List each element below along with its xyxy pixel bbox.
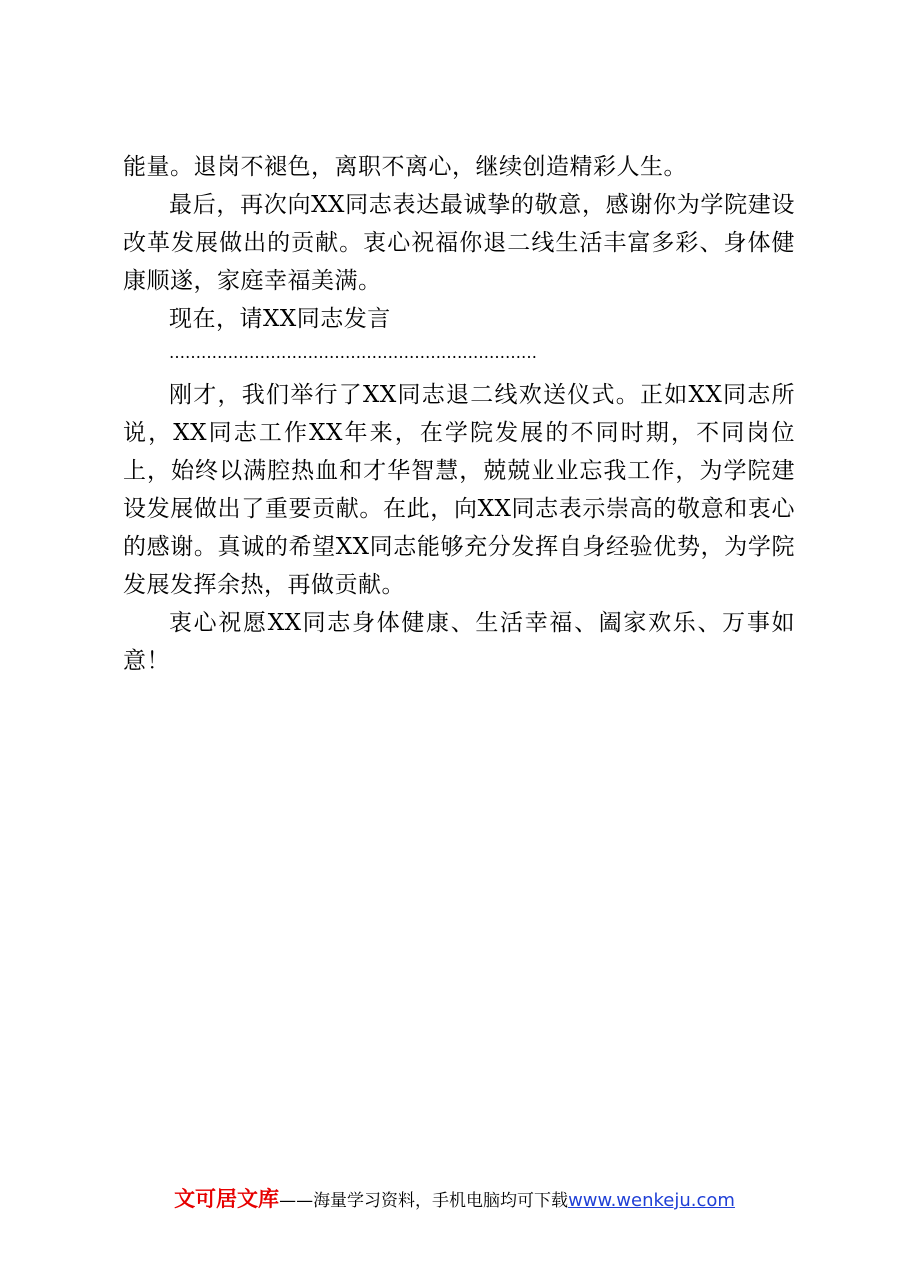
paragraph-invite-speech: 现在，请XX同志发言 [169, 306, 391, 332]
footer-banner [0, 1183, 909, 1213]
document-body [123, 148, 795, 680]
footer-link[interactable]: www.wenkeju.com [568, 1190, 735, 1211]
dotted-separator: …………………………………………………………… [169, 343, 537, 362]
paragraph-continuation: 能量。退岗不褪色，离职不离心，继续创造精彩人生。 [123, 154, 687, 180]
paragraph-closing-thanks: 最后，再次向XX同志表达最诚挚的敬意，感谢你为学院建设改革发展做出的贡献。衷心祝福你退二线生活丰富多彩、身体健康顺遂，家庭幸福美满。 [123, 192, 795, 294]
paragraph-summary: 刚才，我们举行了XX同志退二线欢送仪式。正如XX同志所说，XX同志工作XX年来，在学院发展的不同时期，不同岗位上，始终以满腔热血和才华智慧，兢兢业业忘我工作，为学院建设发展做出了重要贡献。在此，向XX同志表示崇高的敬意和衷心的感谢。真诚的希望XX同志能够充分发挥自身经验优势，为学院发展发挥余热，再做贡献。 [123, 382, 795, 598]
footer-brand: 文可居文库 [174, 1187, 280, 1211]
footer-slogan: ——海量学习资料，手机电脑均可下载 [279, 1191, 569, 1211]
paragraph-wishes: 衷心祝愿XX同志身体健康、生活幸福、阖家欢乐、万事如意！ [123, 610, 795, 674]
